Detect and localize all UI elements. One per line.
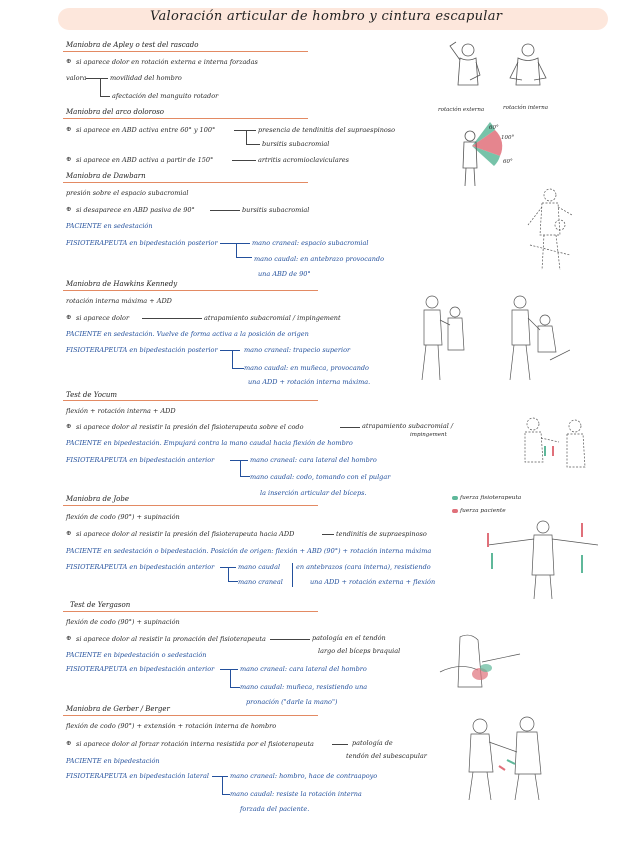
hawkins-paciente: PACIENTE en sedestación. Vuelve de forma activa a la posición de origen xyxy=(66,330,309,338)
yergason-mano-3: pronación ("darle la mano") xyxy=(246,698,338,706)
connector-line xyxy=(236,243,237,257)
yergason-result-b: largo del bíceps braquial xyxy=(318,647,401,655)
jobe-result: tendinitis de supraespinoso xyxy=(336,530,427,538)
connector-line xyxy=(240,476,250,477)
dawbarn-mano-1: mano craneal: espacio subacromial xyxy=(252,239,369,247)
connector-line xyxy=(230,687,240,688)
section-header-dawbarn: Maniobra de Dawbarn xyxy=(66,172,146,180)
plus-icon: ⊕ xyxy=(66,57,72,65)
dawbarn-mano-2: mano caudal: en antebrazo provocando xyxy=(254,255,384,263)
jobe-line-2: si aparece dolor al resistir la presión del fisioterapeuta hacia ADD xyxy=(76,530,295,538)
apley-valora-1: movilidad del hombro xyxy=(110,74,182,82)
gerber-result-b: tendón del subescapular xyxy=(346,752,427,760)
gerber-line-1: flexión de codo (90°) + extensión + rotación interna de hombro xyxy=(66,722,277,730)
section-rule xyxy=(63,611,318,612)
yocum-paciente: PACIENTE en bipedestación. Empujará contra la mano caudal hacia flexión de hombro xyxy=(66,439,353,447)
connector-line xyxy=(340,427,360,428)
jobe-mano-craneal: mano craneal xyxy=(238,578,283,586)
connector-line xyxy=(86,78,108,79)
angle-label: 60° xyxy=(503,159,513,165)
connector-line xyxy=(220,350,240,351)
plus-icon: ⊕ xyxy=(66,739,72,747)
gerber-fisio: FISIOTERAPEUTA en bipedestación lateral xyxy=(66,772,209,780)
yocum-result-a: atrapamiento subacromial / xyxy=(362,422,454,430)
legend-patient: fuerza paciente xyxy=(460,508,506,514)
dawbarn-fisio: FISIOTERAPEUTA en bipedestación posterior xyxy=(66,239,218,247)
yergason-paciente: PACIENTE en bipedestación o sedestación xyxy=(66,651,207,659)
jobe-fisio: FISIOTERAPEUTA en bipedestación anterior xyxy=(66,563,215,571)
section-rule xyxy=(63,290,318,291)
connector-line xyxy=(220,243,250,244)
apley-valora: valora xyxy=(66,74,87,82)
connector-line xyxy=(142,318,202,319)
connector-line xyxy=(222,776,223,794)
connector-line xyxy=(100,96,110,97)
angle-label: 60° xyxy=(489,125,499,131)
yocum-line-1: flexión + rotación interna + ADD xyxy=(66,407,176,415)
legend-physio: fuerza fisioterapeuta xyxy=(460,495,522,501)
connector-line xyxy=(236,257,252,258)
plus-icon: ⊕ xyxy=(66,313,72,321)
plus-icon: ⊕ xyxy=(66,205,72,213)
connector-line xyxy=(234,130,256,131)
page-title: Valoración articular de hombro y cintura escapular xyxy=(150,9,503,24)
yocum-result-b: impingement xyxy=(410,432,447,438)
connector-line xyxy=(222,794,230,795)
section-header-gerber: Maniobra de Gerber / Berger xyxy=(66,705,170,713)
yergason-mano-2: mano caudal: muñeca, resistiendo una xyxy=(240,683,368,691)
yergason-line-1: flexión de codo (90°) + supinación xyxy=(66,618,180,626)
connector-line xyxy=(230,460,248,461)
yergason-fisio: FISIOTERAPEUTA en bipedestación anterior xyxy=(66,665,215,673)
dawbarn-illustration xyxy=(520,185,580,275)
yocum-mano-3: la inserción articular del bíceps. xyxy=(260,489,367,497)
yocum-fisio: FISIOTERAPEUTA en bipedestación anterior xyxy=(66,456,215,464)
connector-line xyxy=(230,669,231,687)
dawbarn-line-2: si desaparece en ABD pasiva de 90° xyxy=(76,206,195,214)
yocum-line-2: si aparece dolor al resistir la presión del fisioterapeuta sobre el codo xyxy=(76,423,304,431)
gerber-mano-3: forzada del paciente. xyxy=(240,805,310,813)
yocum-mano-1: mano craneal: cara lateral del hombro xyxy=(250,456,377,464)
connector-line xyxy=(220,669,238,670)
connector-line xyxy=(232,368,244,369)
hawkins-line-2: si aparece dolor xyxy=(76,314,130,322)
apley-fig-label-int: rotación interna xyxy=(503,105,549,111)
plus-icon: ⊕ xyxy=(66,155,72,163)
jobe-mano-3: en antebrazos (cara interna), resistiendo xyxy=(296,563,431,571)
yergason-mano-1: mano craneal: cara lateral del hombro xyxy=(240,665,367,673)
arco-illustration xyxy=(450,118,520,188)
connector-line xyxy=(240,460,241,476)
yergason-illustration xyxy=(430,632,530,697)
section-header-hawkins: Maniobra de Hawkins Kennedy xyxy=(66,280,178,288)
yergason-line-2: si aparece dolor al resistir la pronación del fisioterapeuta xyxy=(76,635,266,643)
yergason-result-a: patología en el tendón xyxy=(312,634,386,642)
section-rule xyxy=(63,505,318,506)
section-header-apley: Maniobra de Apley o test del rascado xyxy=(66,41,199,49)
hawkins-illustration xyxy=(410,290,570,385)
connector-line xyxy=(100,78,101,96)
connector-line xyxy=(228,581,238,582)
hawkins-mano-2: mano caudal: en muñeca, provocando xyxy=(244,364,369,372)
hawkins-fisio: FISIOTERAPEUTA en bipedestación posterior xyxy=(66,346,218,354)
plus-icon: ⊕ xyxy=(66,529,72,537)
yocum-mano-2: mano caudal: codo, tomando con el pulgar xyxy=(250,473,391,481)
gerber-paciente: PACIENTE en bipedestación xyxy=(66,757,160,765)
dawbarn-line-1: presión sobre el espacio subacromial xyxy=(66,189,189,197)
hawkins-mano-1: mano craneal: trapecio superior xyxy=(244,346,351,354)
connector-line xyxy=(232,160,256,161)
jobe-mano-caudal: mano caudal xyxy=(238,563,281,571)
apley-fig-label-ext: rotación externa xyxy=(438,107,485,113)
connector-line xyxy=(332,744,348,745)
legend-swatch-patient xyxy=(452,509,458,513)
plus-icon: ⊕ xyxy=(66,125,72,133)
legend-swatch-physio xyxy=(452,496,458,500)
section-header-yocum: Test de Yocum xyxy=(66,391,118,399)
section-rule xyxy=(63,118,308,119)
apley-valora-2: afectación del manguito rotador xyxy=(112,92,219,100)
gerber-illustration xyxy=(455,712,570,802)
jobe-illustration xyxy=(478,515,608,600)
section-rule xyxy=(63,51,308,52)
jobe-line-1: flexión de codo (90°) + supinación xyxy=(66,513,180,521)
arco-result-1b: bursitis subacromial xyxy=(262,140,330,148)
dawbarn-mano-3: una ABD de 90° xyxy=(258,270,311,278)
yocum-illustration xyxy=(515,412,595,482)
connector-line xyxy=(228,567,229,581)
hawkins-mano-3: una ADD + rotación interna máxima. xyxy=(248,378,371,386)
section-rule xyxy=(63,400,318,401)
hawkins-result: atrapamiento subacromial / impingement xyxy=(204,314,341,322)
gerber-result-a: patología de xyxy=(352,739,393,747)
connector-line xyxy=(210,210,240,211)
hawkins-line-1: rotación interna máxima + ADD xyxy=(66,297,172,305)
gerber-mano-2: mano caudal: resiste la rotación interna xyxy=(230,790,362,798)
apley-illustration xyxy=(440,40,560,105)
angle-label: 100° xyxy=(501,135,515,141)
jobe-mano-4: una ADD + rotación externa + flexión xyxy=(310,578,436,586)
connector-line xyxy=(232,350,233,368)
connector-line xyxy=(212,776,228,777)
connector-line xyxy=(246,144,260,145)
arco-line-2: si aparece en ABD activa a partir de 150° xyxy=(76,156,214,164)
arco-result-1a: presencia de tendinitis del supraespinoso xyxy=(258,126,396,134)
gerber-line-2: si aparece dolor al forzar rotación interna resistida por el fisioterapeuta xyxy=(76,740,314,748)
section-rule xyxy=(63,182,308,183)
gerber-mano-1: mano craneal: hombro, hace de contraapoyo xyxy=(230,772,378,780)
section-header-jobe: Maniobra de Jobe xyxy=(66,495,130,503)
arco-line-1: si aparece en ABD activa entre 60° y 100° xyxy=(76,126,216,134)
arco-result-2: artritis acromioclaviculares xyxy=(258,156,349,164)
plus-icon: ⊕ xyxy=(66,634,72,642)
connector-line xyxy=(246,130,247,144)
jobe-paciente: PACIENTE en sedestación o bipedestación. Posición de origen: flexión + ABD (90°) + rotación interna máxima xyxy=(66,547,432,555)
dawbarn-result: bursitis subacromial xyxy=(242,206,310,214)
section-rule xyxy=(63,715,318,716)
section-header-arco: Maniobra del arco doloroso xyxy=(66,108,165,116)
dawbarn-paciente: PACIENTE en sedestación xyxy=(66,222,153,230)
connector-line xyxy=(322,534,334,535)
section-header-yergason: Test de Yergason xyxy=(70,601,131,609)
plus-icon: ⊕ xyxy=(66,422,72,430)
connector-line xyxy=(270,639,310,640)
apley-line-1: si aparece dolor en rotación externa e interna forzadas xyxy=(76,58,258,66)
bracket-line xyxy=(292,563,293,587)
